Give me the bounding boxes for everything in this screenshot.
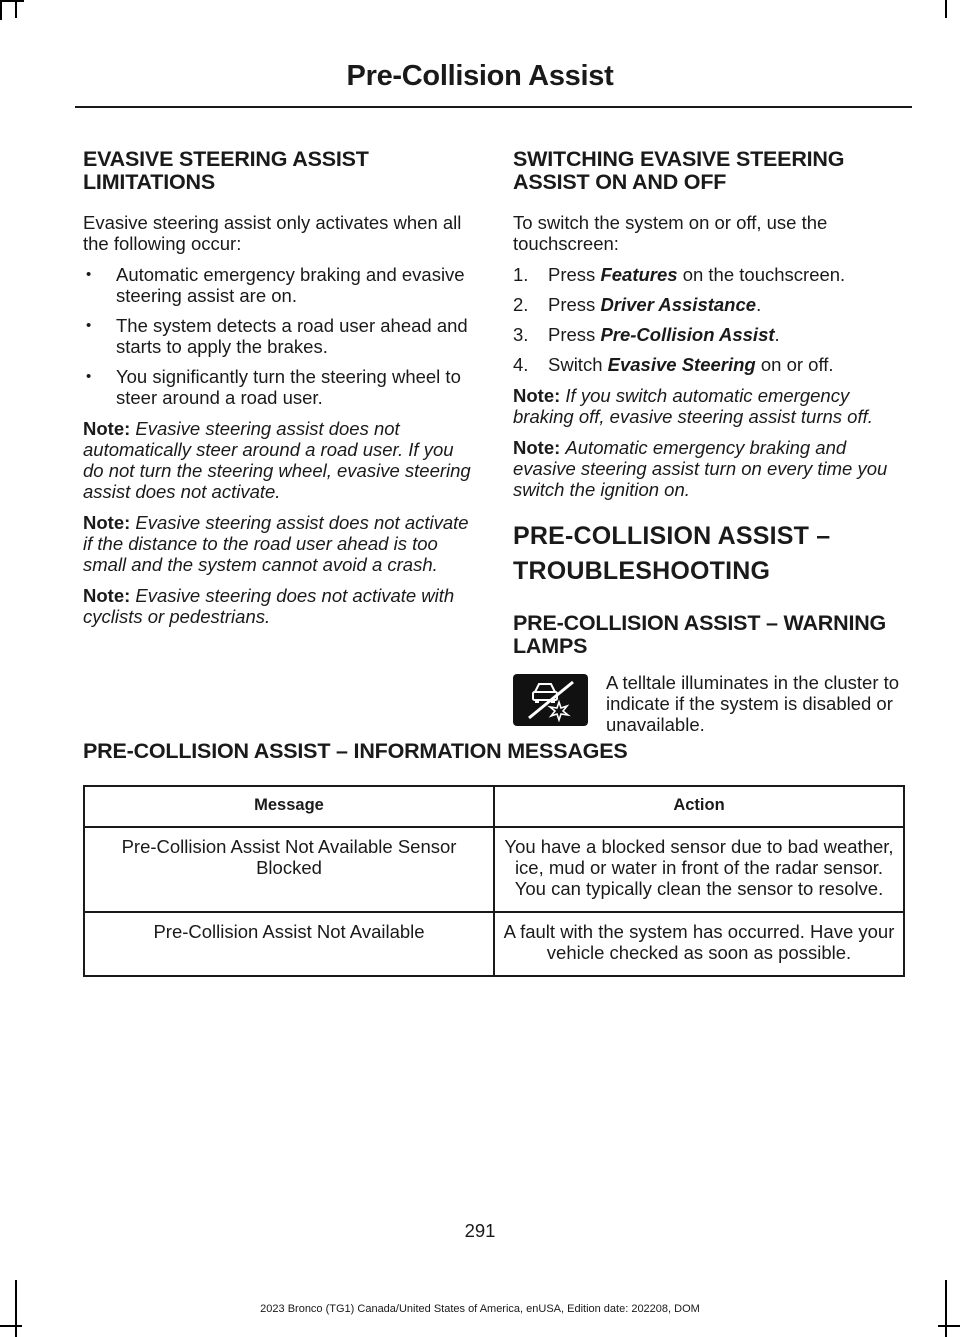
page-number: 291 — [464, 1220, 496, 1241]
step-text: on the touchscreen. — [677, 264, 846, 285]
step-text: on or off. — [755, 354, 834, 375]
information-messages-heading: PRE-COLLISION ASSIST – INFORMATION MESSAGES — [83, 739, 628, 763]
warning-lamp-row — [513, 672, 908, 735]
note-text: If you switch automatic emergency braking off, evasive steering assist turns off. — [513, 385, 873, 427]
list-item: • The system detects a road user ahead and starts to apply the brakes. — [83, 315, 478, 357]
crop-mark — [945, 0, 947, 18]
messages-table — [83, 785, 905, 977]
troubleshooting-heading-line2: TROUBLESHOOTING — [513, 557, 771, 585]
table-cell-message: Pre-Collision Assist Not Available — [84, 912, 494, 976]
step-number: 3. — [513, 324, 529, 345]
steps-list — [513, 264, 908, 375]
step-text: . — [756, 294, 762, 315]
step-number: 2. — [513, 294, 529, 315]
note-label: Note: — [83, 585, 131, 606]
note-label: Note: — [83, 512, 131, 533]
header-rule — [75, 106, 912, 108]
footer-edition-info: 2023 Bronco (TG1) Canada/United States of America, enUSA, Edition date: 202208, DOM — [260, 1303, 700, 1315]
list-item — [513, 354, 908, 375]
table-cell-action: You have a blocked sensor due to bad weather, ice, mud or water in front of the radar sensor. You can typically clean the sensor to resolve. — [494, 827, 904, 912]
troubleshooting-heading — [513, 522, 908, 586]
note-text: Automatic emergency braking and evasive steering assist turn on every time you switch the ignition on. — [513, 437, 888, 500]
table-cell-action: A fault with the system has occurred. Have your vehicle checked as soon as possible. — [494, 912, 904, 976]
note-label: Note: — [513, 385, 561, 406]
right-column — [513, 148, 908, 735]
step-menu-term: Pre-Collision Assist — [600, 324, 775, 345]
list-item — [513, 294, 908, 315]
table-row — [84, 827, 904, 912]
list-item: • Automatic emergency braking and evasive steering assist are on. — [83, 264, 478, 306]
crop-mark — [938, 1325, 960, 1327]
step-text: Press — [548, 264, 601, 285]
section-heading-switching: SWITCHING EVASIVE STEERING ASSIST ON AND OFF — [513, 147, 845, 194]
column-header-message: Message — [84, 786, 494, 827]
step-text: Press — [548, 294, 601, 315]
table-header-row — [84, 786, 904, 827]
information-messages-section — [83, 740, 905, 977]
note-text: Evasive steering assist does not activate if the distance to the road user ahead is too small and the system cannot avoid a crash. — [83, 512, 469, 575]
crop-mark — [0, 1325, 22, 1327]
crop-mark — [0, 0, 24, 2]
step-text: . — [774, 324, 780, 345]
step-menu-term: Driver Assistance — [600, 294, 757, 315]
list-item — [513, 264, 908, 285]
troubleshooting-heading-line1: PRE-COLLISION ASSIST – — [513, 522, 831, 550]
switching-intro: To switch the system on or off, use the touchscreen: — [513, 212, 828, 254]
note-text: Evasive steering does not activate with cyclists or pedestrians. — [83, 585, 455, 627]
page-title: Pre-Collision Assist — [346, 60, 614, 92]
crop-mark — [15, 0, 17, 18]
note — [83, 512, 478, 575]
step-menu-term: Evasive Steering — [607, 354, 756, 375]
note-text: Evasive steering assist does not automatically steer around a road user. If you do not turn the steering wheel, evasive steering assist does not activate. — [83, 418, 471, 502]
list-item — [513, 324, 908, 345]
column-header-action: Action — [494, 786, 904, 827]
pre-collision-disabled-icon — [513, 674, 588, 726]
step-text: Press — [548, 324, 601, 345]
note — [83, 418, 478, 502]
left-column — [83, 148, 478, 637]
note-label: Note: — [513, 437, 561, 458]
limitations-intro: Evasive steering assist only activates when all the following occur: — [83, 212, 462, 254]
note — [83, 585, 478, 627]
note-label: Note: — [83, 418, 131, 439]
step-text: Switch — [548, 354, 608, 375]
conditions-list — [83, 264, 478, 408]
list-item: • You significantly turn the steering wheel to steer around a road user. — [83, 366, 478, 408]
warning-lamp-text: A telltale illuminates in the cluster to indicate if the system is disabled or unavailable. — [606, 672, 900, 735]
note — [513, 437, 908, 500]
table-row — [84, 912, 904, 976]
section-heading-limitations: EVASIVE STEERING ASSIST LIMITATIONS — [83, 147, 369, 194]
table-cell-message: Pre-Collision Assist Not Available Sensor Blocked — [84, 827, 494, 912]
warning-lamps-heading: PRE-COLLISION ASSIST – WARNING LAMPS — [513, 611, 887, 658]
step-number: 1. — [513, 264, 529, 285]
step-menu-term: Features — [600, 264, 678, 285]
step-number: 4. — [513, 354, 529, 375]
crop-mark — [0, 0, 2, 20]
note — [513, 385, 908, 427]
